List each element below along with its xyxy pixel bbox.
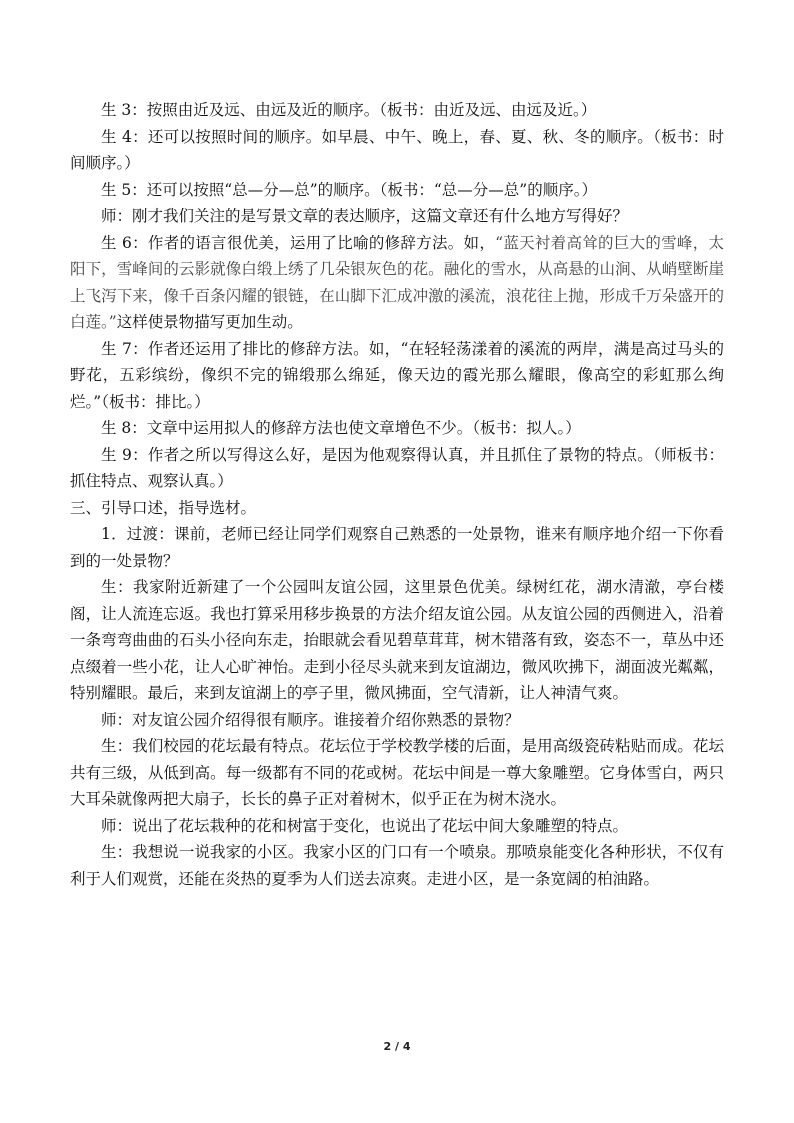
student-6-quote: “蓝天衬着高耸的巨大的雪峰，太阳下，雪峰间的云影就像白缎上绣了几朵银灰色的花。融化的雪水，从高悬的山涧、从峭壁断崖上飞泻下来，像千百条闪耀的银链，在山脚下汇成冲激的溪流，浪花往上抛，形成千万朵盛开的白莲。” (70, 233, 724, 331)
paragraph-flower-bed: 生：我们校园的花坛最有特点。花坛位于学校教学楼的后面，是用高级瓷砖粘贴而成。花坛共有三级，从低到高。每一级都有不同的花或树。花坛中间是一尊大象雕塑。它身体雪白，两只大耳朵就像两把大扇子，长长的鼻子正对着树木，似乎正在为树木浇水。 (70, 737, 724, 808)
paragraph-student-4: 生 4：还可以按照时间的顺序。如早晨、中午、晚上，春、夏、秋、冬的顺序。（板书：时间顺序。） (70, 127, 724, 172)
paragraph-transition: 1．过渡：课前，老师已经让同学们观察自己熟悉的一处景物，谁来有顺序地介绍一下你看到的一处景物？ (70, 525, 724, 570)
paragraph-student-6 (70, 230, 724, 336)
paragraph-teacher-comment-2: 师：说出了花坛栽种的花和树富于变化，也说出了花坛中间大象雕塑的特点。 (101, 816, 629, 835)
paragraph-teacher-question: 师：刚才我们关注的是写景文章的表达顺序，这篇文章还有什么地方写得好？ (101, 207, 629, 225)
student-6-intro: 生 6：作者的语言很优美，运用了比喻的修辞方法。如， (101, 233, 496, 252)
page-number: 2 / 4 (383, 1040, 411, 1053)
paragraph-friendship-park: 生：我家附近新建了一个公园叫友谊公园，这里景色优美。绿树红花，湖水清澈，亭台楼阁，让人流连忘返。我也打算采用移步换景的方法介绍友谊公园。从友谊公园的西侧进入，沿着一条弯弯曲曲的石头小径向东走，抬眼就会看见碧草茸茸，树木错落有致，姿态不一，草丛中还点缀着一些小花，让人心旷神怡。走到小径尽头就来到友谊湖边，微风吹拂下，湖面波光粼粼，特别耀眼。最后，来到友谊湖上的亭子里，微风拂面，空气清新，让人神清气爽。 (70, 578, 724, 702)
section-heading-3: 三、引导口述，指导选材。 (70, 498, 257, 517)
paragraph-teacher-comment-1: 师：对友谊公园介绍得很有顺序。谁接着介绍你熟悉的景物？ (101, 710, 520, 729)
paragraph-neighborhood: 生：我想说一说我家的小区。我家小区的门口有一个喷泉。那喷泉能变化各种形状，不仅有利于人们观赏，还能在炎热的夏季为人们送去凉爽。走进小区，是一条宽阔的柏油路。 (70, 843, 724, 888)
paragraph-student-8: 生 8：文章中运用拟人的修辞方法也使文章增色不少。（板书：拟人。） (101, 419, 581, 437)
student-7-quote: “在轻轻荡漾着的溪流的两岸，满是高过马头的野花，五彩缤纷，像织不完的锦缎那么绵延，像天边的霞光那么耀眼，像高空的彩虹那么绚烂。” (70, 339, 724, 411)
paragraph-student-5: 生 5：还可以按照“总—分—总”的顺序。（板书：“总—分—总”的顺序。） (101, 180, 597, 199)
student-6-comment: 这样使景物描写更加生动。 (116, 313, 303, 331)
paragraph-student-3: 生 3：按照由近及远、由远及近的顺序。（板书：由近及远、由远及近。） (101, 101, 597, 119)
document-body (70, 97, 724, 892)
student-7-intro: 生 7：作者还运用了排比的修辞方法。如， (101, 339, 401, 358)
paragraph-student-7 (70, 336, 724, 416)
student-7-comment: （板书：排比。） (101, 392, 210, 411)
paragraph-student-9: 生 9：作者之所以写得这么好，是因为他观察得认真，并且抓住了景物的特点。（师板书：抓住特点、观察认真。） (70, 445, 724, 490)
